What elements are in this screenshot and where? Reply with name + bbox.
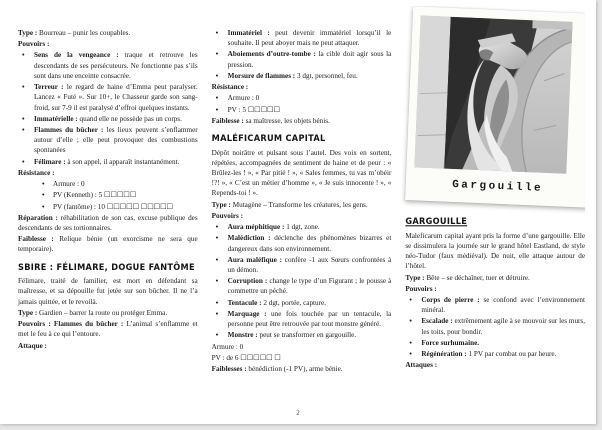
bullet-marker bbox=[405, 295, 421, 315]
bullet-text: Tentacule : 2 dgt, portée, capture. bbox=[227, 298, 327, 307]
bullet-item bbox=[18, 125, 198, 156]
paragraph: Type : Bourreau – punir les coupables. bbox=[18, 29, 131, 37]
bullet-text: PV (Kenneth) : 5 ☐☐☐☐☐ bbox=[53, 191, 137, 200]
bullet-text: Aura maléfique : confère -1 aux Sœurs confrontées à un démon. bbox=[227, 255, 392, 275]
page-number: 2 bbox=[296, 409, 300, 417]
bullet-item bbox=[212, 330, 392, 340]
bold-label: Immatériel : bbox=[227, 29, 270, 37]
bullet-marker bbox=[212, 233, 228, 253]
bullet-marker bbox=[212, 105, 228, 115]
bullet-item bbox=[212, 222, 392, 232]
bold-label: Pouvoirs : Flammes du bûcher : bbox=[18, 320, 124, 329]
bullet-text bbox=[421, 338, 585, 348]
bullet-text: Corps de pierre : se confond avec l’environnement minéral. bbox=[421, 295, 585, 315]
paragraph: Dépôt noirâtre et pulsant sous l’autel. Des voix en sortent, répétées, accompagnées de sentiment de haine et de peur : « Brûlez-les ! », « Par pitié ! », « Sales femmes, tu vas m’obéir !?! », « C’est un métier d’homme », « Je suis innocente ! », « Repends-toi ! ». bbox=[211, 148, 392, 198]
bullet-marker bbox=[212, 309, 228, 329]
paragraph: Félimare, traité de familier, est mort en défendant sa maîtresse, et sa dépouille fut jetée sur son bûcher. Il ne l’a jamais quittée, et le revoilà. bbox=[18, 277, 198, 306]
bullet-text: Escalade : extrêmement agile à se mouvoir sur les murs, les toits, pour bondir. bbox=[421, 317, 585, 336]
bullet-item bbox=[18, 114, 198, 124]
bold-label: Marquage : bbox=[227, 309, 267, 318]
column-left bbox=[18, 6, 198, 406]
bullet-marker bbox=[38, 190, 53, 200]
bullet-list bbox=[405, 295, 585, 359]
bold-label: Aura maléfique : bbox=[227, 255, 282, 264]
bold-label: Attaque : bbox=[18, 341, 47, 350]
bold-label: Corruption : bbox=[227, 277, 268, 286]
gargoyle-photo bbox=[415, 16, 573, 174]
bullet-marker bbox=[212, 330, 228, 340]
bullet-marker bbox=[405, 349, 421, 359]
bullet-text: Morsure de flammes : 3 dgt, personnel, feu. bbox=[227, 71, 358, 80]
bullet-text: Terreur : le regard de haine d’Emma peut paralyser. Lancez « Futé ». Sur 10+, le Chasseur garde son sang-froid, sur 7-9 il est paralysé d’effroi quelques instants. bbox=[34, 83, 198, 112]
paragraph bbox=[18, 39, 198, 49]
bullet-marker bbox=[18, 125, 34, 156]
bullet-list bbox=[212, 28, 392, 81]
bold-label: Escalade : bbox=[421, 317, 453, 326]
bullet-text: Aboiements d’outre-tombe : la cible doit agir sous la pression. bbox=[227, 50, 392, 69]
paragraph: Type : Gardien – barrer la route ou protéger Emma. bbox=[18, 308, 168, 317]
bullet-marker bbox=[18, 82, 34, 113]
bullet-list bbox=[212, 93, 392, 114]
bullet-text: Malédiction : déclenche des phénomènes bizarres et dangereux dans son environnement. bbox=[227, 234, 392, 253]
bold-label: Malédiction : bbox=[227, 234, 271, 243]
bold-label: Type : bbox=[405, 273, 425, 282]
paragraph bbox=[212, 82, 392, 92]
bullet-marker bbox=[212, 298, 228, 308]
bold-label: Type : bbox=[18, 29, 38, 37]
bold-label: Immatérielle : bbox=[34, 114, 78, 123]
bullet-item bbox=[18, 82, 198, 113]
paragraph: Faiblesse : sa maîtresse, les objets bénis. bbox=[211, 116, 330, 125]
bold-label: Attaques : bbox=[405, 361, 438, 370]
bold-label: Résistance : bbox=[211, 83, 249, 92]
paragraph bbox=[18, 341, 198, 351]
bullet-marker bbox=[38, 179, 53, 189]
section-header: GARGOUILLE bbox=[405, 215, 468, 227]
bullet-item bbox=[212, 49, 392, 69]
bullet-marker bbox=[212, 276, 228, 296]
bullet-list bbox=[18, 50, 198, 166]
bullet-item bbox=[212, 105, 392, 115]
paragraph: Réparation : réhabilitation de son cas, excuse publique des descendants de ses tortionnaires. bbox=[18, 213, 198, 232]
bullet-marker bbox=[212, 71, 228, 81]
bold-label: Force surhumaine. bbox=[421, 338, 480, 347]
bullet-item bbox=[18, 179, 198, 189]
bullet-marker bbox=[212, 28, 228, 48]
bullet-item bbox=[212, 28, 392, 48]
bullet-text: Monstre : peut se transformer en gargouille. bbox=[227, 331, 357, 340]
polaroid-frame bbox=[405, 6, 585, 208]
bullet-item bbox=[18, 157, 198, 167]
paragraph: Armure : 0 bbox=[211, 342, 244, 351]
paragraph: Maleficarum capital ayant pris la forme d’une gargouille. Elle se dissimulera la journée sur le grand hôtel Eastland, de style néo-Tudor (faux médiéval). De nuit, elle attaque autour de l’hôtel. bbox=[405, 231, 585, 271]
bold-label: Résistance : bbox=[18, 168, 55, 177]
bold-label: Faiblesse : bbox=[18, 235, 54, 244]
bold-label: Félimare : bbox=[34, 157, 66, 166]
bullet-text: Armure : 0 bbox=[227, 94, 260, 103]
bullet-text: PV : 5 ☐☐☐☐☐ bbox=[227, 105, 280, 114]
bullet-item bbox=[405, 316, 585, 336]
bold-label: Sens de la vengeance : bbox=[34, 51, 119, 60]
bold-label: Faiblesses : bbox=[211, 364, 247, 373]
bullet-item bbox=[212, 276, 392, 296]
bullet-marker bbox=[405, 316, 421, 336]
bullet-text: Marquage : une fois touchée par un tentacule, la personne peut être retrouvée par tout monstre généré. bbox=[227, 309, 392, 329]
bullet-text: Corruption : change le type d’un Figurant ; le pousse à commettre un péché. bbox=[227, 277, 392, 296]
bullet-item bbox=[18, 202, 198, 212]
section-header: SBIRE : FÉLIMARE, DOGUE FANTÔME bbox=[18, 261, 195, 272]
bullet-item bbox=[212, 309, 392, 329]
bold-label: Aboiements d’outre-tombe : bbox=[227, 50, 316, 59]
bullet-item bbox=[212, 233, 392, 253]
bullet-item bbox=[212, 71, 392, 81]
bullet-item bbox=[212, 93, 392, 103]
bullet-list bbox=[212, 222, 392, 340]
bullet-text: Immatériel : peut devenir immatériel lorsqu’il le souhaite. Il peut aboyer mais ne peut attaquer. bbox=[227, 29, 392, 48]
bullet-marker bbox=[18, 50, 34, 81]
bullet-item bbox=[18, 190, 198, 200]
bold-label: Pouvoirs : bbox=[18, 40, 50, 49]
bullet-item bbox=[405, 295, 585, 315]
bullet-marker bbox=[212, 255, 228, 275]
bold-label: Faiblesse : bbox=[211, 116, 244, 125]
paragraph: Faiblesse : Relique bénie (un exorcisme ne sera que temporaire). bbox=[18, 235, 198, 254]
photo-caption: Gargouille bbox=[452, 178, 544, 195]
bullet-item bbox=[212, 298, 392, 308]
bold-label: Terreur : bbox=[34, 83, 64, 92]
bullet-text: PV (fantôme) : 10 ☐☐☐☐☐ ☐☐☐☐☐ bbox=[53, 202, 173, 211]
bold-label: Monstre : bbox=[227, 331, 258, 340]
bold-label: Réparation : bbox=[18, 213, 58, 222]
bullet-marker bbox=[405, 338, 421, 348]
bullet-text: Aura méphitique : 1 dgt, zone. bbox=[227, 223, 320, 232]
bold-label: Régénération : bbox=[421, 350, 467, 359]
paragraph: Pouvoirs : Flammes du bûcher : L’animal s’enflamme et met le feu à ce qui l’entoure. bbox=[18, 320, 198, 339]
paragraph bbox=[212, 211, 392, 221]
bold-label: Type : bbox=[18, 308, 38, 317]
bullet-item bbox=[18, 50, 198, 81]
bullet-list bbox=[18, 179, 198, 212]
bold-label: Flammes du bûcher : bbox=[34, 125, 104, 134]
bold-label: Morsure de flammes : bbox=[227, 71, 296, 80]
bold-label: Corps de pierre : bbox=[421, 295, 480, 304]
bullet-text: Régénération : 1 PV par combat ou par heure. bbox=[421, 350, 557, 359]
paragraph: Type : Bête – se déchaîner, tuer et détruire. bbox=[405, 273, 530, 282]
paragraph bbox=[18, 168, 198, 178]
paragraph: PV : de 6 ☐☐☐☐☐ ☐ bbox=[211, 353, 281, 362]
bullet-item bbox=[405, 338, 585, 348]
bold-label: Aura méphitique : bbox=[227, 223, 285, 232]
bold-label: Pouvoirs : bbox=[211, 211, 244, 220]
bullet-marker bbox=[212, 93, 228, 103]
bullet-marker bbox=[18, 114, 34, 124]
content-columns bbox=[18, 6, 585, 406]
bullet-item bbox=[212, 255, 392, 275]
bullet-marker bbox=[38, 202, 53, 212]
column-right-text bbox=[405, 216, 585, 370]
bullet-text: Sens de la vengeance : traque et retrouve les descendants de ses persécuteurs. Ne fonctionne pas s’ils sont dans une enceinte consacrée. bbox=[34, 51, 198, 80]
paragraph bbox=[405, 284, 585, 294]
bullet-marker bbox=[18, 157, 34, 167]
bold-label: Pouvoirs : bbox=[405, 284, 437, 293]
bullet-text: Immatérielle : quand elle ne possède pas un corps. bbox=[34, 114, 182, 123]
section-header: MALÉFICARUM CAPITAL bbox=[211, 132, 326, 144]
paragraph: Type : Mutagène – Transforme les créatures, les gens. bbox=[211, 200, 368, 209]
bullet-item bbox=[405, 349, 585, 359]
paragraph: Faiblesses : bénédiction (-1 PV), arme bénie. bbox=[211, 364, 343, 373]
bold-label: Type : bbox=[211, 200, 231, 209]
bullet-marker bbox=[212, 49, 228, 69]
bullet-marker bbox=[212, 222, 228, 232]
bold-label: Tentacule : bbox=[227, 298, 262, 307]
bullet-text: Armure : 0 bbox=[53, 180, 85, 189]
paragraph bbox=[405, 360, 585, 370]
bullet-text: Félimare : à son appel, il apparaît instantanément. bbox=[34, 157, 180, 166]
bullet-text: Flammes du bûcher : les lieux peuvent s’enflammer autour d’elle ; elle peut provoquer des combustions spontanées bbox=[34, 125, 198, 155]
column-middle bbox=[212, 6, 392, 406]
column-right bbox=[405, 6, 585, 406]
